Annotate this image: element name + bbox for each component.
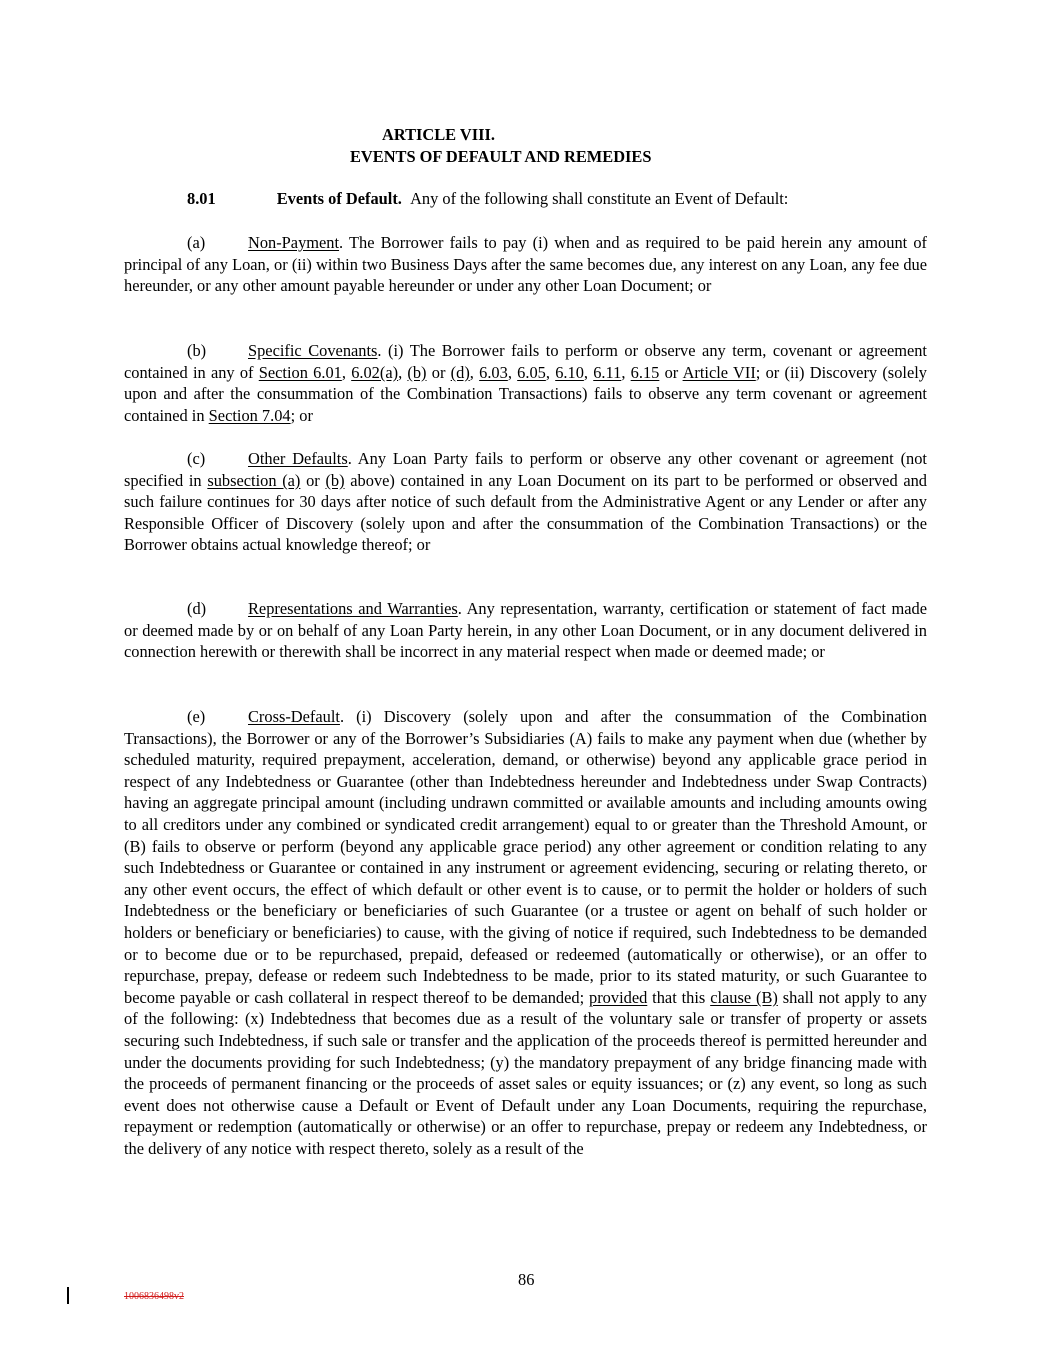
cross-reference: 6.03	[479, 362, 508, 382]
paragraph-a	[124, 232, 927, 297]
section-heading	[187, 189, 788, 209]
paragraph-text: . (i) The Borrower fails to perform or observe any term, covenant or agreement contained in any of	[124, 341, 927, 382]
paragraph-text: . (i) Discovery (solely upon and after the consummation of the Combination Transactions), the Borrower or any of the Borrower’s Subsidiaries (A) fails to make any payment when due (whether by scheduled maturity, required prepayment, acceleration, demand, or otherwise) beyond any applicable grace period in respect of any Indebtedness or Guarantee (other than Indebtedness hereunder and Indebtedness under Swap Contracts) having an aggregate principal amount (including undrawn committed or available amounts and including amounts owing to all creditors under any combined or syndicated credit arrangement) equal to or greater than the Threshold Amount, or (B) fails to observe or perform (beyond any applicable grace period) any other agreement or condition relating to any such Indebtedness or Guarantee or contained in any instrument or agreement evidencing, securing or relating thereto, or any other event occurs, the effect of which default or other event is to cause, or to permit the holder or holders of such Indebtedness or the beneficiary or beneficiaries of such Guarantee (or a trustee or agent on behalf of such holder or holders or beneficiary or beneficiaries) to cause, with the giving of notice if required, such Indebtedness to be demanded or to become due or to be repurchased, prepaid, defeased or redeemed (automatically or otherwise), or an offer to repurchase, prepay, defease or redeem such Indebtedness to be made, prior to its stated maturity, or such Guarantee to become payable or cash collateral in respect thereof to be demanded;	[124, 707, 927, 1007]
cross-reference: 6.15	[630, 362, 660, 382]
section-text: Any of the following shall constitute an Event of Default:	[410, 189, 789, 208]
cross-reference: Section 6.01	[258, 362, 342, 382]
paragraph-label: (d)	[187, 599, 207, 618]
document-id: 1006836498v2	[124, 1291, 184, 1302]
paragraph-text: shall not apply to any of the following: (x) Indebtedness that becomes due as a result of the voluntary sale or transfer of property or assets securing such Indebtedness, if such sale or transfer and the application of the proceeds thereof is permitted hereunder and under the documents providing for such Indebtedness; (y) the mandatory prepayment of any bridge financing made with the proceeds of permanent financing or the proceeds of asset sales or equity issuances; or (z) any event, so long as such event does not otherwise cause a Default or Event of Default under any Loan Documents, requiring the repurchase, repayment or redemption (automatically or otherwise) or an offer to repurchase, prepay or redeem any Indebtedness, or the delivery of any notice with respect thereto, solely as a result of the	[124, 987, 927, 1158]
change-bar	[67, 1287, 69, 1304]
paragraph-b: (b) Specific Covenants. (i) The Borrower fails to perform or observe any term, covenant or agreement contained in any of Section 6.01, 6.02(a), (b) or (d), 6.03, 6.05, 6.10, 6.11, 6.15 or Article VII; or (ii) Discovery (solely upon and after the consummation of the Combination Transactions) fails to observe any term covenant or agreement contained in Section 7.04; or	[124, 341, 927, 425]
cross-reference: (b)	[325, 470, 345, 490]
paragraph-text: . The Borrower fails to pay (i) when and as required to be paid herein any amount of principal of any Loan, or (ii) within two Business Days after the same becomes due, any interest on any Loan, any fee due hereunder, or any other amount payable hereunder or under any other Loan Document; or	[124, 233, 927, 296]
paragraph-label: (c)	[187, 449, 206, 468]
paragraph-label: (b)	[187, 341, 207, 360]
cross-reference: (b)	[407, 362, 427, 382]
cross-reference: Section 7.04	[208, 405, 291, 425]
paragraph-heading: Other Defaults	[248, 449, 348, 468]
cross-reference: clause (B)	[710, 987, 778, 1007]
cross-reference: 6.10	[555, 362, 584, 382]
cross-reference: 6.02(a)	[351, 362, 399, 382]
paragraph-text: ; or	[290, 405, 313, 425]
page-number: 86	[518, 1270, 535, 1289]
article-title: EVENTS OF DEFAULT AND REMEDIES	[350, 147, 652, 166]
paragraph-label: (a)	[187, 233, 206, 252]
cross-reference: Article VII	[682, 362, 756, 382]
paragraph-c: (c) Other Defaults. Any Loan Party fails to perform or observe any other covenant or agreement (not specified in subsection (a) or (b) above) contained in any Loan Document on its part to be performed or observed and such failure continues for 30 days after notice of such default from the Administrative Agent or any Lender or after any Responsible Officer of Discovery (solely upon and after the consummation of the Combination Transactions) or the Borrower obtains actual knowledge thereof; or	[124, 449, 927, 555]
defined-term: provided	[589, 987, 648, 1007]
paragraph-heading: Representations and Warranties	[248, 599, 458, 618]
paragraph-heading: Non-Payment	[248, 233, 340, 252]
section-title: Events of Default.	[276, 189, 402, 208]
cross-reference: (d)	[450, 362, 470, 382]
cross-reference: subsection (a)	[207, 470, 301, 490]
paragraph-text: that this	[647, 987, 711, 1007]
paragraph-text: above) contained in any Loan Document on its part to be performed or observed and such failure continues for 30 days after notice of such default from the Administrative Agent or any Lender or after any Responsible Officer of Discovery (solely upon and after the consummation of the Combination Transactions) or the Borrower obtains actual knowledge thereof; or	[124, 470, 927, 555]
paragraph-heading: Cross-Default	[248, 707, 340, 726]
cross-reference: 6.05	[517, 362, 546, 382]
paragraph-d	[124, 598, 927, 663]
paragraph-text: . Any representation, warranty, certification or statement of fact made or deemed made by or on behalf of any Loan Party herein, in any other Loan Document, or in any document delivered in connection herewith or therewith shall be incorrect in any material respect when made or deemed made; or	[124, 599, 927, 662]
paragraph-text: . Any Loan Party fails to perform or observe any other covenant or agreement (not specified in	[124, 449, 927, 490]
paragraph-label: (e)	[187, 707, 206, 726]
cross-reference: 6.11	[593, 362, 622, 382]
article-number: ARTICLE VIII.	[382, 125, 495, 144]
section-number: 8.01	[187, 189, 216, 208]
paragraph-heading: Specific Covenants	[248, 341, 378, 360]
paragraph-e	[124, 706, 927, 1159]
paragraph-text: ; or (ii) Discovery (solely upon and after the consummation of the Combination Transactions) fails to observe any term covenant or agreement contained in	[124, 362, 927, 425]
